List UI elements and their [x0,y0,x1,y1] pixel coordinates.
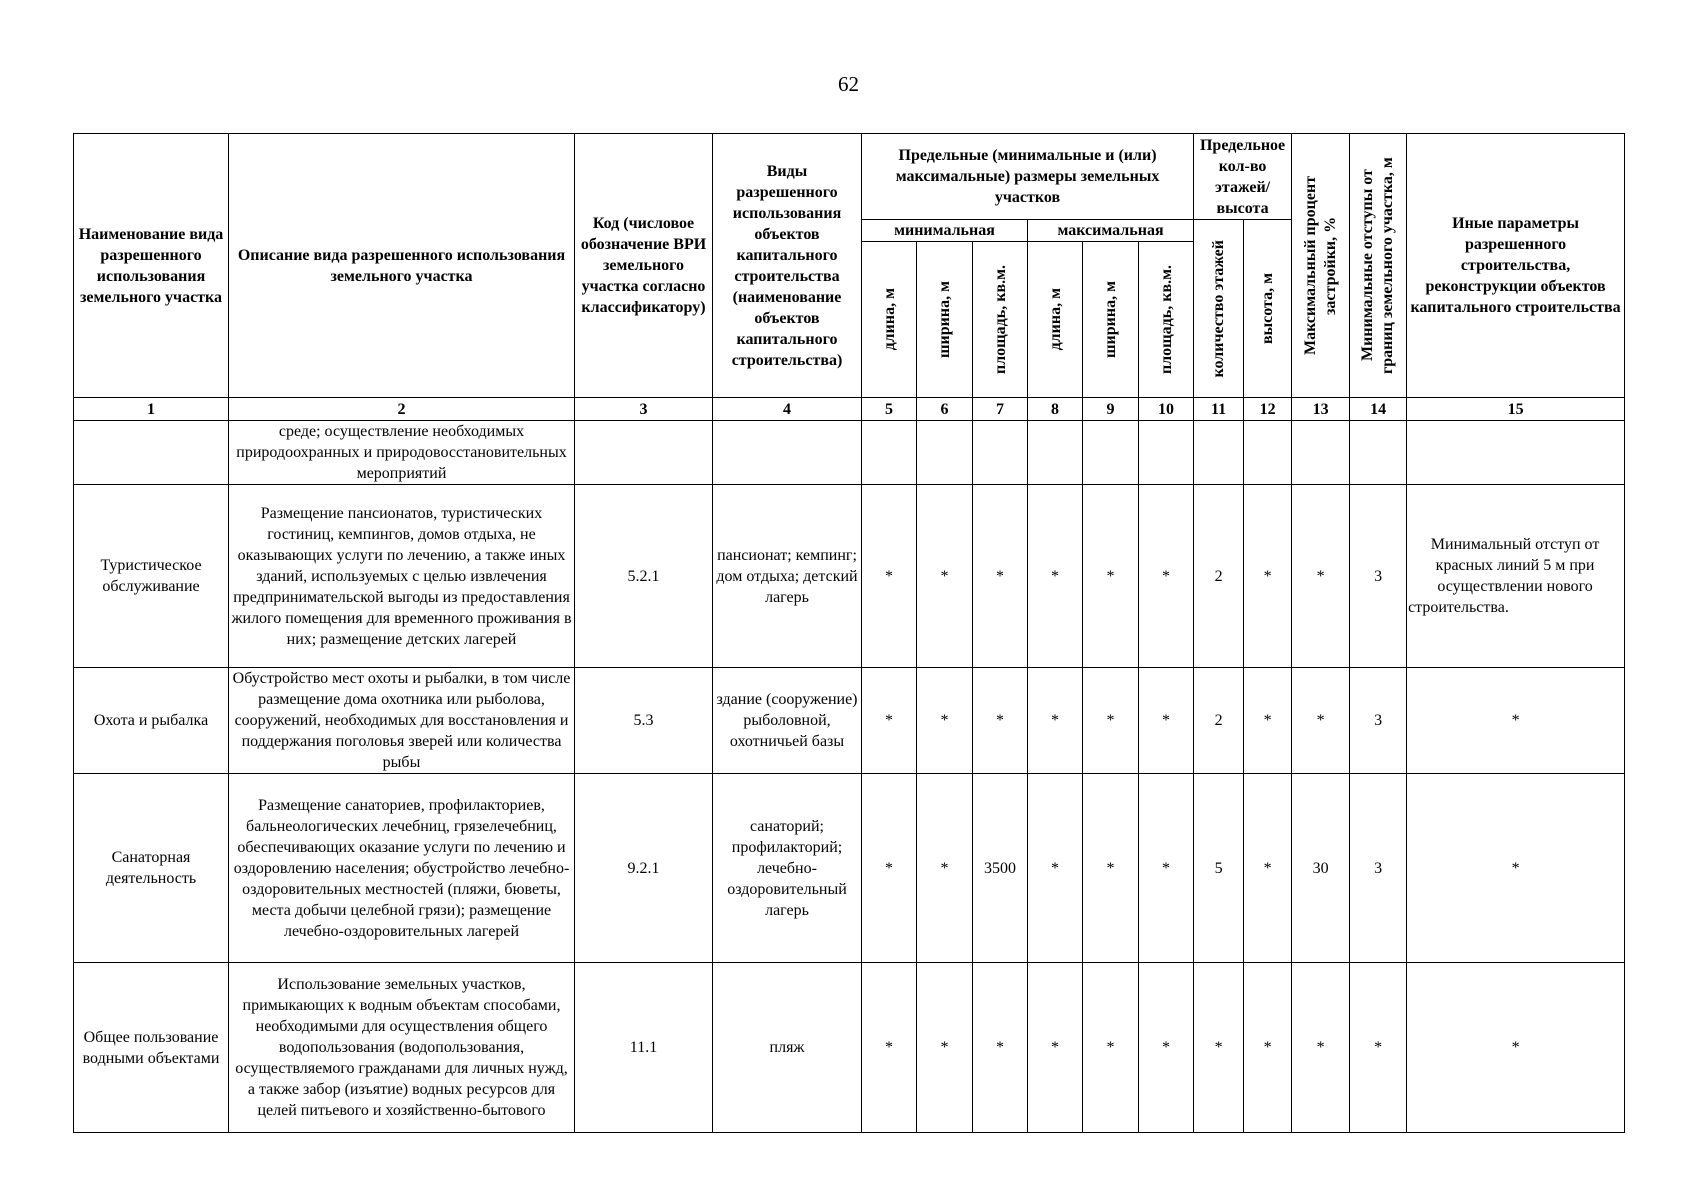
header-minimal: минимальная [862,220,1028,242]
row-name: Охота и рыбалка [74,668,229,774]
header-max-length: длина, м [1028,242,1083,398]
row-max-area: * [1139,774,1194,963]
row-max-width: * [1083,485,1139,668]
table-row [74,774,1625,963]
row-name: Общее пользование водными объектами [74,963,229,1133]
row-min-area [973,421,1028,485]
row-name [74,421,229,485]
row-objects: пансионат; кемпинг; дом отдыха; детский лагерь [713,485,862,668]
row-other: * [1407,668,1625,774]
header-min-width: ширина, м [917,242,973,398]
column-number: 10 [1139,398,1194,421]
row-min-setback: * [1350,963,1407,1133]
row-min-setback [1350,421,1407,485]
row-min-length: * [862,963,917,1133]
column-number-row [74,398,1625,421]
row-min-width: * [917,963,973,1133]
row-code: 5.2.1 [575,485,713,668]
header-description: Описание вида разрешенного использования земельного участка [229,134,575,398]
row-max-area [1139,421,1194,485]
column-number: 14 [1350,398,1407,421]
row-max-length: * [1028,485,1083,668]
header-min-length: длина, м [862,242,917,398]
table-row [74,421,1625,485]
row-objects [713,421,862,485]
column-number: 13 [1292,398,1350,421]
table-row [74,963,1625,1133]
row-min-width: * [917,774,973,963]
row-min-setback: 3 [1350,668,1407,774]
column-number: 5 [862,398,917,421]
row-min-setback: 3 [1350,485,1407,668]
row-max-length [1028,421,1083,485]
row-max-percent: * [1292,963,1350,1133]
row-max-length: * [1028,668,1083,774]
row-floors: 5 [1194,774,1244,963]
row-other: * [1407,774,1625,963]
row-min-width: * [917,485,973,668]
page-number: 62 [838,72,859,96]
row-max-width: * [1083,668,1139,774]
header-max-width: ширина, м [1083,242,1139,398]
row-floors: 2 [1194,485,1244,668]
row-max-length: * [1028,774,1083,963]
row-max-width [1083,421,1139,485]
table-row [74,668,1625,774]
row-max-percent: * [1292,668,1350,774]
row-max-area: * [1139,668,1194,774]
row-code: 5.3 [575,668,713,774]
header-floors-group: Предельное кол-во этажей/ высота [1194,134,1292,220]
row-min-width: * [917,668,973,774]
header-name: Наименование вида разрешенного использования земельного участка [74,134,229,398]
row-max-area: * [1139,485,1194,668]
row-max-width: * [1083,774,1139,963]
row-description: Размещение пансионатов, туристических гостиниц, кемпингов, домов отдыха, не оказывающих услуги по лечению, а также иных зданий, используемых с целью извлечения предпринимательской выгоды из предоставления жилого помещения для временного проживания в них; размещение детских лагерей [229,485,575,668]
row-height [1244,421,1292,485]
column-number: 8 [1028,398,1083,421]
row-min-length: * [862,668,917,774]
header-plot-sizes: Предельные (минимальные и (или) максимальные) размеры земельных участков [862,134,1194,220]
row-min-width [917,421,973,485]
row-height: * [1244,774,1292,963]
column-number: 9 [1083,398,1139,421]
column-number: 15 [1407,398,1625,421]
header-objects: Виды разрешенного использования объектов капитального строительства (наименование объектов капитального строительства) [713,134,862,398]
row-code [575,421,713,485]
row-code: 9.2.1 [575,774,713,963]
row-floors: 2 [1194,668,1244,774]
row-max-percent: 30 [1292,774,1350,963]
row-objects: здание (сооружение) рыболовной, охотничьей базы [713,668,862,774]
header-floors-count: количество этажей [1194,220,1244,398]
row-max-length: * [1028,963,1083,1133]
row-objects: пляж [713,963,862,1133]
row-min-setback: 3 [1350,774,1407,963]
row-other: Минимальный отступ от красных линий 5 м при осуществлении нового строительства. [1407,485,1625,668]
row-name: Туристическое обслуживание [74,485,229,668]
row-height: * [1244,485,1292,668]
row-height: * [1244,963,1292,1133]
row-description: Размещение санаториев, профилакториев, бальнеологических лечебниц, грязелечебниц, обеспечивающих оказание услуги по лечению и оздоровлению населения; обустройство лечебно-оздоровительных местностей (пляжи, бюветы, места добычи целебной грязи); размещение лечебно-оздоровительных лагерей [229,774,575,963]
zoning-table [73,133,1625,1133]
row-min-length [862,421,917,485]
row-height: * [1244,668,1292,774]
table-row [74,485,1625,668]
row-name: Санаторная деятельность [74,774,229,963]
column-number: 6 [917,398,973,421]
row-max-width: * [1083,963,1139,1133]
row-min-length: * [862,485,917,668]
column-number: 7 [973,398,1028,421]
row-max-percent: * [1292,485,1350,668]
header-min-setback: Минимальные отступы от границ земельного участка, м [1350,134,1407,398]
row-min-area: 3500 [973,774,1028,963]
row-min-length: * [862,774,917,963]
header-maximal: максимальная [1028,220,1194,242]
header-min-area: площадь, кв.м. [973,242,1028,398]
row-min-area: * [973,668,1028,774]
row-min-area: * [973,963,1028,1133]
row-description: Обустройство мест охоты и рыбалки, в том числе размещение дома охотника или рыболова, сооружений, необходимых для восстановления и поддержания поголовья зверей или количества рыбы [229,668,575,774]
column-number: 2 [229,398,575,421]
row-description: среде; осуществление необходимых природоохранных и природовосстановительных мероприятий [229,421,575,485]
row-max-percent [1292,421,1350,485]
column-number: 3 [575,398,713,421]
row-floors [1194,421,1244,485]
row-floors: * [1194,963,1244,1133]
row-code: 11.1 [575,963,713,1133]
column-number: 12 [1244,398,1292,421]
row-objects: санаторий; профилакторий; лечебно-оздоровительный лагерь [713,774,862,963]
row-min-area: * [973,485,1028,668]
column-number: 1 [74,398,229,421]
row-other: * [1407,963,1625,1133]
column-number: 11 [1194,398,1244,421]
header-code: Код (числовое обозначение ВРИ земельного участка согласно классификатору) [575,134,713,398]
row-description: Использование земельных участков, примыкающих к водным объектам способами, необходимыми для осуществления общего водопользования (водопользования, осуществляемого гражданами для личных нужд, а также забор (изъятие) водных ресурсов для целей питьевого и хозяйственно-бытового [229,963,575,1133]
row-max-area: * [1139,963,1194,1133]
header-height: высота, м [1244,220,1292,398]
column-number: 4 [713,398,862,421]
header-max-percent: Максимальный процент застройки, % [1292,134,1350,398]
header-max-area: площадь, кв.м. [1139,242,1194,398]
row-other [1407,421,1625,485]
header-other-params: Иные параметры разрешенного строительства, реконструкции объектов капитального строительства [1407,134,1625,398]
